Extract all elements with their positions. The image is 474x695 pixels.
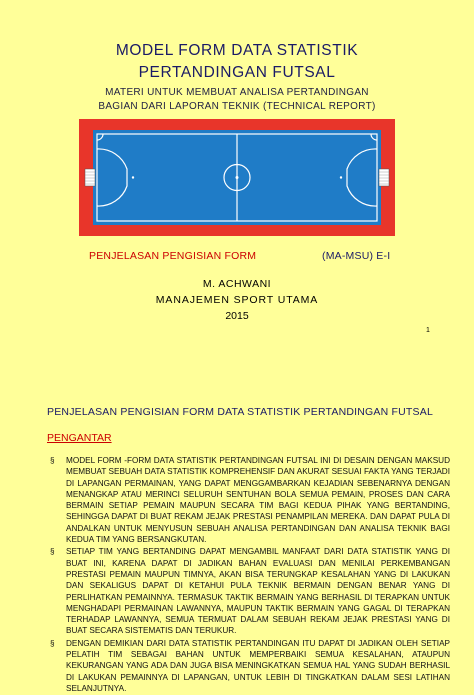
subtitle-line-1: MATERI UNTUK MEMBUAT ANALISA PERTANDINGAN bbox=[105, 87, 369, 98]
list-item bbox=[50, 455, 450, 545]
form-code: (MA-MSU) E-I bbox=[322, 250, 391, 262]
right-penalty-spot bbox=[340, 176, 342, 178]
section-label: PENJELASAN PENGISIAN FORM bbox=[89, 250, 257, 262]
section-subheading: PENGANTAR bbox=[47, 432, 112, 444]
bullet-mark: § bbox=[50, 638, 55, 648]
bullet-text: DENGAN DEMIKIAN DARI DATA STATISTIK PERTANDINGAN ITU DAPAT DI JADIKAN OLEH SETIAP PELATIH TIM SEBAGAI BAHAN UNTUK MEMPERBAIKI SEMUA KESALAHAN, ATAUPUN KEKURANGAN YANG ADA DAN JUGA BISA MENINGKATKAN SEMUA HAL YANG SUDAH BERHASIL DI LAKUKAN PEMAINNYA DI LAPANGAN, UNTUK LEBIH DI TINGKATKAN DALAM SESI LATIHAN SELANJUTNYA. bbox=[66, 638, 450, 693]
title-line-2: PERTANDINGAN FUTSAL bbox=[138, 64, 336, 81]
left-penalty-spot bbox=[132, 176, 134, 178]
bullet-mark: § bbox=[50, 456, 55, 465]
author-name: M. ACHWANI bbox=[202, 278, 272, 290]
publication-year: 2015 bbox=[225, 310, 249, 322]
page-heading: PENJELASAN PENGISIAN FORM DATA STATISTIK PERTANDINGAN FUTSAL bbox=[47, 406, 433, 418]
department-name: MANAJEMEN SPORT UTAMA bbox=[155, 294, 319, 306]
bullet-text: SETIAP TIM YANG BERTANDING DAPAT MENGAMBIL MANFAAT DARI DATA STATISTIK YANG DI BUAT INI, KARENA DAPAT DI JADIKAN BAHAN EVALUASI DAN MENILAI PERKEMBANGAN PRESTASI PEMAIN MAUPUN TIMNYA, AKAN BISA TERUNGKAP KESALAHAN YANG DI LAKUKAN DAN SEKALIGUS DAPAT DI KETAHUI PULA TEKNIK BERMAIN DENGAN BENAR YANG DI PERLIHATKAN PEMAINNYA. TERMASUK TAKTIK BERMAIN YANG BERHASIL DI TERAPKAN UNTUK MENGHADAPI PERMAINAN LAWANNYA, MAUPUN TAKTIK BERMAIN YANG GAGAL DI TERAPKAN TERHADAP LAWANNYA, SEMUA TERMUAT DALAM SEBUAH REKAM JEJAK PRESTASI YANG DI BUAT SECARA SISTEMATIS DAN TERUKUR. bbox=[66, 547, 450, 636]
futsal-court-illustration bbox=[79, 119, 395, 236]
bullet-list bbox=[50, 455, 450, 695]
left-goal bbox=[85, 169, 95, 186]
list-item bbox=[50, 546, 450, 636]
bullet-mark: § bbox=[50, 547, 55, 557]
subtitle-line-2: BAGIAN DARI LAPORAN TEKNIK (TECHNICAL REPORT) bbox=[98, 101, 376, 112]
bullet-text: MODEL FORM -FORM DATA STATISTIK PERTANDINGAN FUTSAL INI DI DESAIN DENGAN MAKSUD MEMBUAT SEBUAH DATA STATISTIK KOMPREHENSIF DAN AKURAT SESUAI FAKTA YANG TERJADI DI LAPANGAN PERMAINAN, YANG DAPAT MENGGAMBARKAN KEJADIAN SEBENARNYA DENGAN MENANGKAP ATAU MERINCI SELURUH SENTUHAN BOLA SEMUA PEMAIN, PROSES DAN CARA BERMAIN SETIAP PEMAIN MAUPUN SECARA TIM BAGI KEDUA PIHAK YANG BERTANDING, SEHINGGA DAPAT DI BUAT REKAM JEJAK PRESTASI PENAMPILAN MEREKA. DAN DAPAT PULA DI ANDALKAN UNTUK MENYUSUN SEBUAH ANALISA PERTANDINGAN DAN ANALISA TEKNIK BAGI KEDUA TIM YANG BERSANGKUTAN. bbox=[66, 456, 450, 545]
list-item bbox=[50, 638, 450, 694]
right-goal bbox=[379, 169, 389, 186]
page-number: 1 bbox=[426, 327, 430, 334]
center-spot bbox=[236, 176, 239, 179]
title-line-1: MODEL FORM DATA STATISTIK bbox=[115, 42, 359, 59]
